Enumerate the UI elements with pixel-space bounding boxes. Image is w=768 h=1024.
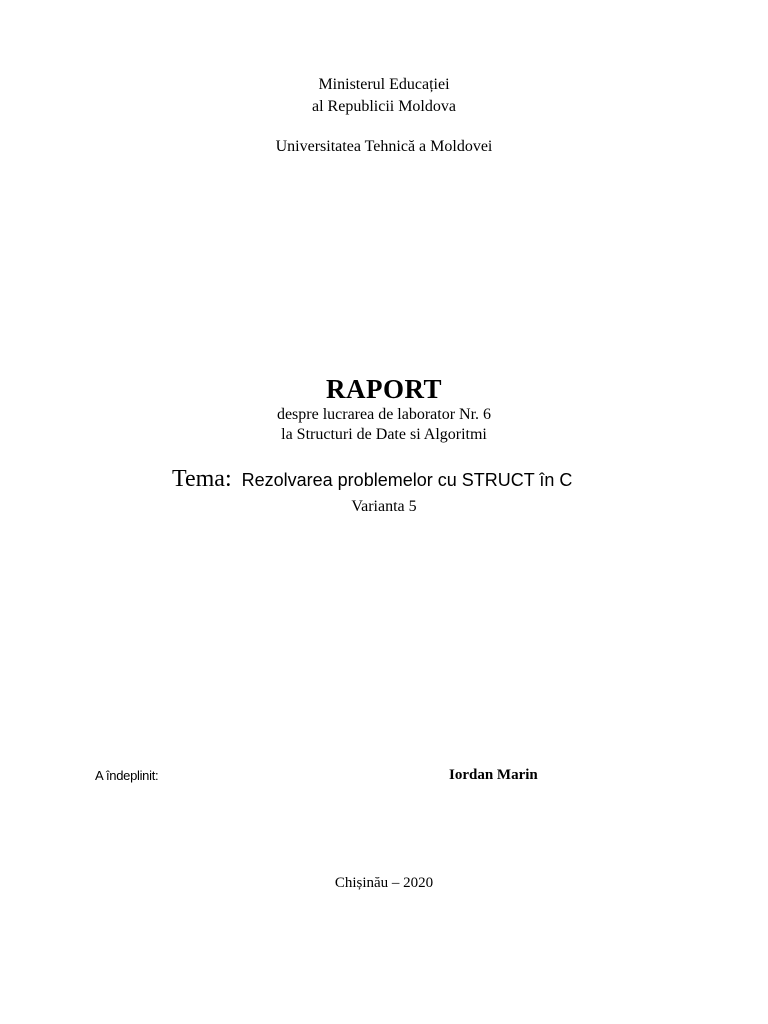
variant-label: Varianta 5 (351, 498, 417, 515)
report-subtitle (0, 405, 768, 445)
ministry-name: Ministerul Educației (318, 76, 450, 93)
author-name: Iordan Marin (449, 767, 538, 783)
topic-label: Tema: (172, 466, 232, 492)
topic-value: Rezolvarea problemelor cu STRUCT în C (241, 470, 573, 490)
place-date: Chișinău – 2020 (334, 875, 434, 891)
report-title: RAPORT (325, 374, 443, 404)
report-subtitle-lab: despre lucrarea de laborator Nr. 6 (276, 406, 492, 423)
report-subtitle-course: la Structuri de Date si Algoritmi (281, 426, 487, 443)
topic-row (172, 466, 572, 493)
ministry-country: al Republicii Moldova (312, 98, 456, 115)
ministry-header (0, 74, 768, 118)
author-label: A îndeplinit: (95, 768, 159, 783)
university-name: Universitatea Tehnică a Moldovei (275, 138, 493, 155)
